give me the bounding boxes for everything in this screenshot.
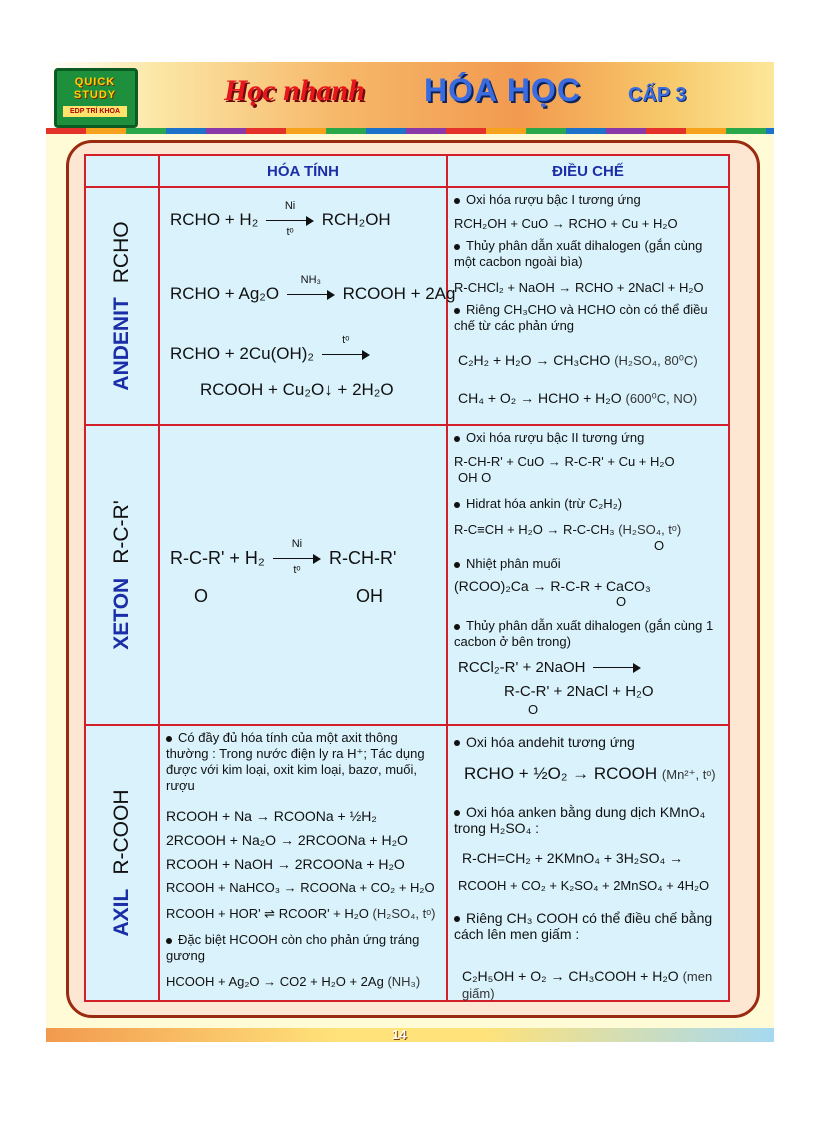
acid-prep-e2b: RCOOH + CO₂ + K₂SO₄ + 2MnSO₄ + 4H₂O <box>458 878 710 893</box>
bullet-icon <box>454 436 460 442</box>
acid-prop-e5: RCOOH + HOR' ⇌ RCOOR' + H₂O (H₂SO₄, tᵒ) <box>166 906 436 921</box>
ket-prep-e1-sub: OH O <box>458 470 492 485</box>
arrow-icon <box>287 273 335 302</box>
ket-prep-e3-sub: O <box>616 594 627 609</box>
cond-bot: tᵒ <box>293 564 301 577</box>
aldehyde-properties <box>159 187 456 425</box>
acid-preparation <box>447 725 729 1001</box>
ket-prep-e2: R-C≡CH + H₂O → R-C-CH₃ (H₂SO₄, tᵒ) <box>454 522 682 537</box>
ket-prep-e3: (RCOO)₂Ca → R-C-R + CaCO₃ <box>454 578 651 594</box>
aldehyde-preparation <box>447 187 729 425</box>
eq-left: R-C-R' + H₂ <box>170 548 265 568</box>
eq-right: RCH₂OH <box>321 210 391 229</box>
row-ketone-name: XETON <box>110 577 133 650</box>
row-aldehyde-name: ANDENIT <box>110 297 133 391</box>
header-stripe <box>46 128 774 134</box>
ket-prep-e2-sub: O <box>654 538 665 553</box>
ket-prop-o: O <box>194 586 209 606</box>
corner-cell <box>85 155 159 187</box>
col-header-properties: HÓA TÍNH <box>159 155 447 187</box>
acid-prep-e2a: R-CH=CH₂ + 2KMnO₄ + 3H₂SO₄ → <box>462 850 684 866</box>
ketone-preparation <box>447 425 729 725</box>
eq-left: RCHO + Ag₂O <box>170 284 280 303</box>
row-label-ketone <box>85 425 159 725</box>
quick-study-logo <box>54 68 138 128</box>
page-number: 14 <box>392 1027 407 1042</box>
title-italic: Học nhanh <box>224 74 365 107</box>
acid-prop-e6: HCOOH + Ag₂O → CO2 + H₂O + 2Ag (NH₃) <box>166 974 421 989</box>
ald-prep-b1: Oxi hóa rượu bậc I tương ứng <box>454 192 724 208</box>
arrow-icon <box>266 199 314 238</box>
bullet-icon <box>166 938 172 944</box>
footer-bar <box>46 1028 774 1042</box>
ket-prep-b3: Nhiệt phân muối <box>454 556 561 572</box>
cond-top: Ni <box>284 199 296 212</box>
ket-prep-e4a: RCCl₂-R' + 2NaOH <box>458 660 644 676</box>
ald-prop-eq2 <box>170 273 456 304</box>
acid-prep-b3: Riêng CH₃ COOH có thể điều chế bằng cách lên men giấm : <box>454 910 713 942</box>
ald-prep-e4: CH₄ + O₂ → HCHO + H₂O (600⁰C, NO) <box>458 390 698 406</box>
bullet-icon <box>454 740 460 746</box>
arrow-icon <box>593 661 641 675</box>
cond-top: tᵒ <box>342 333 350 346</box>
acid-prop-b2: Đặc biệt HCOOH còn cho phản ứng tráng gương <box>166 932 420 963</box>
acid-prop-e4: RCOOH + NaHCO₃ → RCOONa + CO₂ + H₂O <box>166 880 435 895</box>
acid-properties <box>159 725 447 1001</box>
ald-prop-eq3b: RCOOH + Cu₂O↓ + 2H₂O <box>200 380 394 399</box>
acid-prop-e3: RCOOH + NaOH → 2RCOONa + H₂O <box>166 856 405 872</box>
bullet-icon <box>166 736 172 742</box>
eq-left: RCHO + 2Cu(OH)₂ <box>170 344 315 363</box>
logo-line3: EDP TRÍ KHOA <box>63 106 127 117</box>
bullet-icon <box>454 810 460 816</box>
header-banner <box>46 62 774 128</box>
ald-prep-b3: Riêng CH₃CHO và HCHO còn có thể điều chế từ các phản ứng <box>454 302 708 333</box>
row-label-aldehyde <box>85 187 159 425</box>
ald-prep-e3: C₂H₂ + H₂O → CH₃CHO (H₂SO₄, 80⁰C) <box>458 352 698 368</box>
acid-prep-e1: RCHO + ½O₂ → RCOOH (Mn²⁺, tᵒ) <box>464 764 716 783</box>
ket-prep-e4-sub: O <box>528 702 539 717</box>
cond-top: Ni <box>291 538 303 551</box>
row-label-acid <box>85 725 159 1001</box>
ket-prep-e1: R-CH-R' + CuO → R-C-R' + Cu + H₂O <box>454 454 675 469</box>
cond-bot: tᵒ <box>286 225 294 238</box>
logo-line2: STUDY <box>73 89 117 101</box>
ket-prop-eq <box>170 538 397 577</box>
ket-prep-b4: Thủy phân dẫn xuất dihalogen (gắn cùng 1 cacbon ở bên trong) <box>454 618 714 649</box>
eq-left: RCHO + H₂ <box>170 210 259 229</box>
bullet-icon <box>454 624 460 630</box>
ketone-properties <box>159 425 447 725</box>
ket-prep-e4b: R-C-R' + 2NaCl + H₂O <box>504 683 654 700</box>
chemistry-table <box>84 154 730 1002</box>
eq-right: RCOOH + 2Ag <box>342 284 456 303</box>
row-ketone-formula: R-C-R' <box>110 500 133 564</box>
acid-prep-e3: C₂H₅OH + O₂ → CH₃COOH + H₂O (men giấm) <box>462 968 713 1001</box>
row-aldehyde-formula: RCHO <box>110 221 133 284</box>
acid-prep-b2: Oxi hóa anken bằng dung dịch KMnO₄ trong H₂SO₄ : <box>454 804 706 836</box>
acid-prop-e1: RCOOH + Na → RCOONa + ½H₂ <box>166 808 377 824</box>
ket-prep-b2: Hidrat hóa ankin (trừ C₂H₂) <box>454 496 622 512</box>
title-level: CẤP 3 <box>628 84 687 106</box>
ket-prop-oh: OH <box>356 586 383 606</box>
col-header-preparation: ĐIỀU CHẾ <box>447 155 729 187</box>
ald-prop-eq1 <box>170 199 391 238</box>
ald-prop-eq3a <box>170 333 373 364</box>
ald-prep-b2: Thủy phân dẫn xuất dihalogen (gắn cùng một cacbon ngoài bìa) <box>454 238 703 269</box>
bullet-icon <box>454 916 460 922</box>
bullet-icon <box>454 198 460 204</box>
cond-top: NH₃ <box>300 273 322 286</box>
eq-right: R-CH-R' <box>328 548 397 568</box>
acid-prop-e2: 2RCOOH + Na₂O → 2RCOONa + H₂O <box>166 832 408 848</box>
arrow-icon <box>322 333 370 362</box>
bullet-icon <box>454 308 460 314</box>
bullet-icon <box>454 244 460 250</box>
acid-prep-b1: Oxi hóa andehit tương ứng <box>454 734 635 750</box>
ald-prep-e1: RCH₂OH + CuO → RCHO + Cu + H₂O <box>454 216 678 231</box>
row-acid-name: AXIL <box>110 888 133 937</box>
row-acid-formula: R-COOH <box>110 789 133 875</box>
ald-prep-e2: R-CHCl₂ + NaOH → RCHO + 2NaCl + H₂O <box>454 280 704 295</box>
ket-prep-b1: Oxi hóa rượu bậc II tương ứng <box>454 430 644 446</box>
bullet-icon <box>454 502 460 508</box>
arrow-icon <box>273 538 321 577</box>
acid-prop-b1: Có đầy đủ hóa tính của một axit thông thường : Trong nước điện ly ra H⁺; Tác dụng được với kim loại, oxit kim loại, bazơ, muối, rượu <box>166 730 425 793</box>
logo-line1: QUICK <box>74 76 116 88</box>
bullet-icon <box>454 562 460 568</box>
title-main: HÓA HỌC <box>424 72 581 108</box>
